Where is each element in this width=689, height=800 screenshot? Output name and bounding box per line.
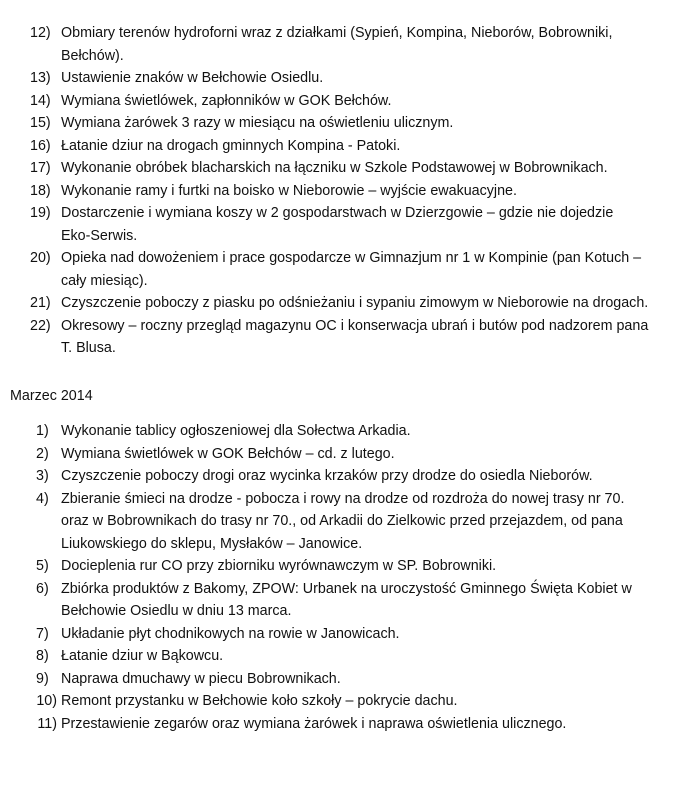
list-item-number: 3) (36, 468, 49, 484)
list-item (0, 578, 689, 623)
list-item-text: Wymiana świetlówek w GOK Bełchów – cd. z lutego. (61, 445, 395, 462)
list-item (0, 420, 689, 443)
list-item-text: Naprawa dmuchawy w piecu Bobrownikach. (61, 670, 341, 687)
list-item-text: Czyszczenie poboczy z piasku po odśnieżaniu i sypaniu zimowym w Nieborowie na drogach. (61, 295, 649, 311)
list-item-text: Liukowskiego do sklepu, Mysłaków – Janowice. (61, 535, 363, 552)
list-item (0, 668, 689, 691)
list-item-number: 20) (30, 250, 51, 266)
list-item-text: Łatanie dziur na drogach gminnych Kompina - Patoki. (61, 137, 401, 154)
list-item-text: Łatanie dziur w Bąkowcu. (61, 648, 224, 664)
list-item-text: Wykonanie tablicy ogłoszeniowej dla Sołectwa Arkadia. (61, 423, 411, 439)
list-item-text: Okresowy – roczny przegląd magazynu OC i konserwacja ubrań i butów pod nadzorem pana (61, 317, 649, 334)
list-item-text: Obmiary terenów hydroforni wraz z działkami (Sypień, Kompina, Nieborów, Bobrowniki, (61, 25, 613, 41)
list-item-text: Zbiórka produktów z Bakomy, ZPOW: Urbanek na uroczystość Gminnego Święta Kobiet w (61, 580, 632, 597)
list-item (0, 157, 689, 180)
list-item (0, 292, 689, 315)
list-item-number: 22) (30, 317, 51, 334)
list-item-number: 11) (37, 715, 57, 732)
list-item (0, 465, 689, 488)
list-item (0, 713, 689, 736)
list-item-text: Przestawienie zegarów oraz wymiana żarówek i naprawa oświetlenia ulicznego. (61, 715, 567, 732)
list-item-number: 18) (30, 182, 51, 199)
list-item (0, 443, 689, 466)
list-item-text: Czyszczenie poboczy drogi oraz wycinka krzaków przy drodze do osiedla Nieborów. (61, 468, 593, 484)
list-item-number: 21) (30, 295, 51, 311)
list-item (0, 488, 689, 556)
list-item-number: 8) (36, 648, 49, 664)
list-item-number: 2) (36, 445, 49, 462)
section-heading: Marzec 2014 (10, 388, 93, 404)
list-item-text: Opieka nad dowożeniem i prace gospodarcze w Gimnazjum nr 1 w Kompinie (pan Kotuch – (61, 250, 642, 266)
list-item (0, 247, 689, 292)
list-item (0, 623, 689, 646)
list-item-number: 17) (30, 160, 51, 176)
list-item-number: 7) (36, 625, 49, 642)
list-item (0, 22, 689, 67)
list-item-number: 14) (30, 92, 51, 109)
list-item (0, 202, 689, 247)
list-item-number: 16) (30, 137, 51, 154)
list-item-text: Remont przystanku w Bełchowie koło szkoły – pokrycie dachu. (61, 693, 458, 709)
list-item-number: 19) (30, 205, 51, 221)
list-item-text: Bełchów). (61, 47, 124, 64)
list-item-text: Eko-Serwis. (61, 227, 138, 244)
list-item-text: Docieplenia rur CO przy zbiorniku wyrównawczym w SP. Bobrowniki. (61, 558, 497, 574)
list-item-text: Zbieranie śmieci na drodze - pobocza i rowy na drodze od rozdroża do nowej trasy nr 70. (61, 490, 625, 507)
list-item (0, 180, 689, 203)
list-item-text: oraz w Bobrownikach do trasy nr 70., od Arkadii do Zielkowic przed przejazdem, od pana (61, 513, 623, 529)
list-item-text: Ustawienie znaków w Bełchowie Osiedlu. (61, 70, 324, 86)
task-list-previous (0, 22, 689, 360)
list-item-text: T. Blusa. (61, 340, 116, 356)
list-item-number: 15) (30, 115, 51, 131)
list-item-number: 5) (36, 558, 49, 574)
list-item-number: 13) (30, 70, 51, 86)
list-item-number: 12) (30, 25, 51, 41)
list-item-text: Dostarczenie i wymiana koszy w 2 gospodarstwach w Dzierzgowie – gdzie nie dojedzie (61, 205, 614, 221)
list-item-number: 1) (36, 423, 49, 439)
list-item-number: 4) (36, 490, 49, 507)
list-item (0, 690, 689, 713)
list-item (0, 90, 689, 113)
list-item-text: Układanie płyt chodnikowych na rowie w Janowicach. (61, 625, 400, 642)
list-item (0, 645, 689, 668)
list-item (0, 555, 689, 578)
list-item (0, 112, 689, 135)
list-item-number: 6) (36, 580, 49, 597)
list-item-number: 10) (36, 693, 57, 709)
list-item-text: Wymiana żarówek 3 razy w miesiącu na oświetleniu ulicznym. (61, 115, 454, 131)
list-item-text: Wymiana świetlówek, zapłonników w GOK Bełchów. (61, 92, 392, 109)
list-item (0, 67, 689, 90)
list-item-text: Wykonanie obróbek blacharskich na łączniku w Szkole Podstawowej w Bobrownikach. (61, 160, 608, 176)
list-item-text: Wykonanie ramy i furtki na boisko w Nieborowie – wyjście ewakuacyjne. (61, 182, 517, 199)
list-item (0, 135, 689, 158)
list-item-text: Bełchowie Osiedlu w dniu 13 marca. (61, 603, 292, 619)
list-item (0, 315, 689, 360)
task-list-march (0, 420, 689, 735)
list-item-text: cały miesiąc). (61, 272, 148, 289)
list-item-number: 9) (36, 670, 49, 687)
